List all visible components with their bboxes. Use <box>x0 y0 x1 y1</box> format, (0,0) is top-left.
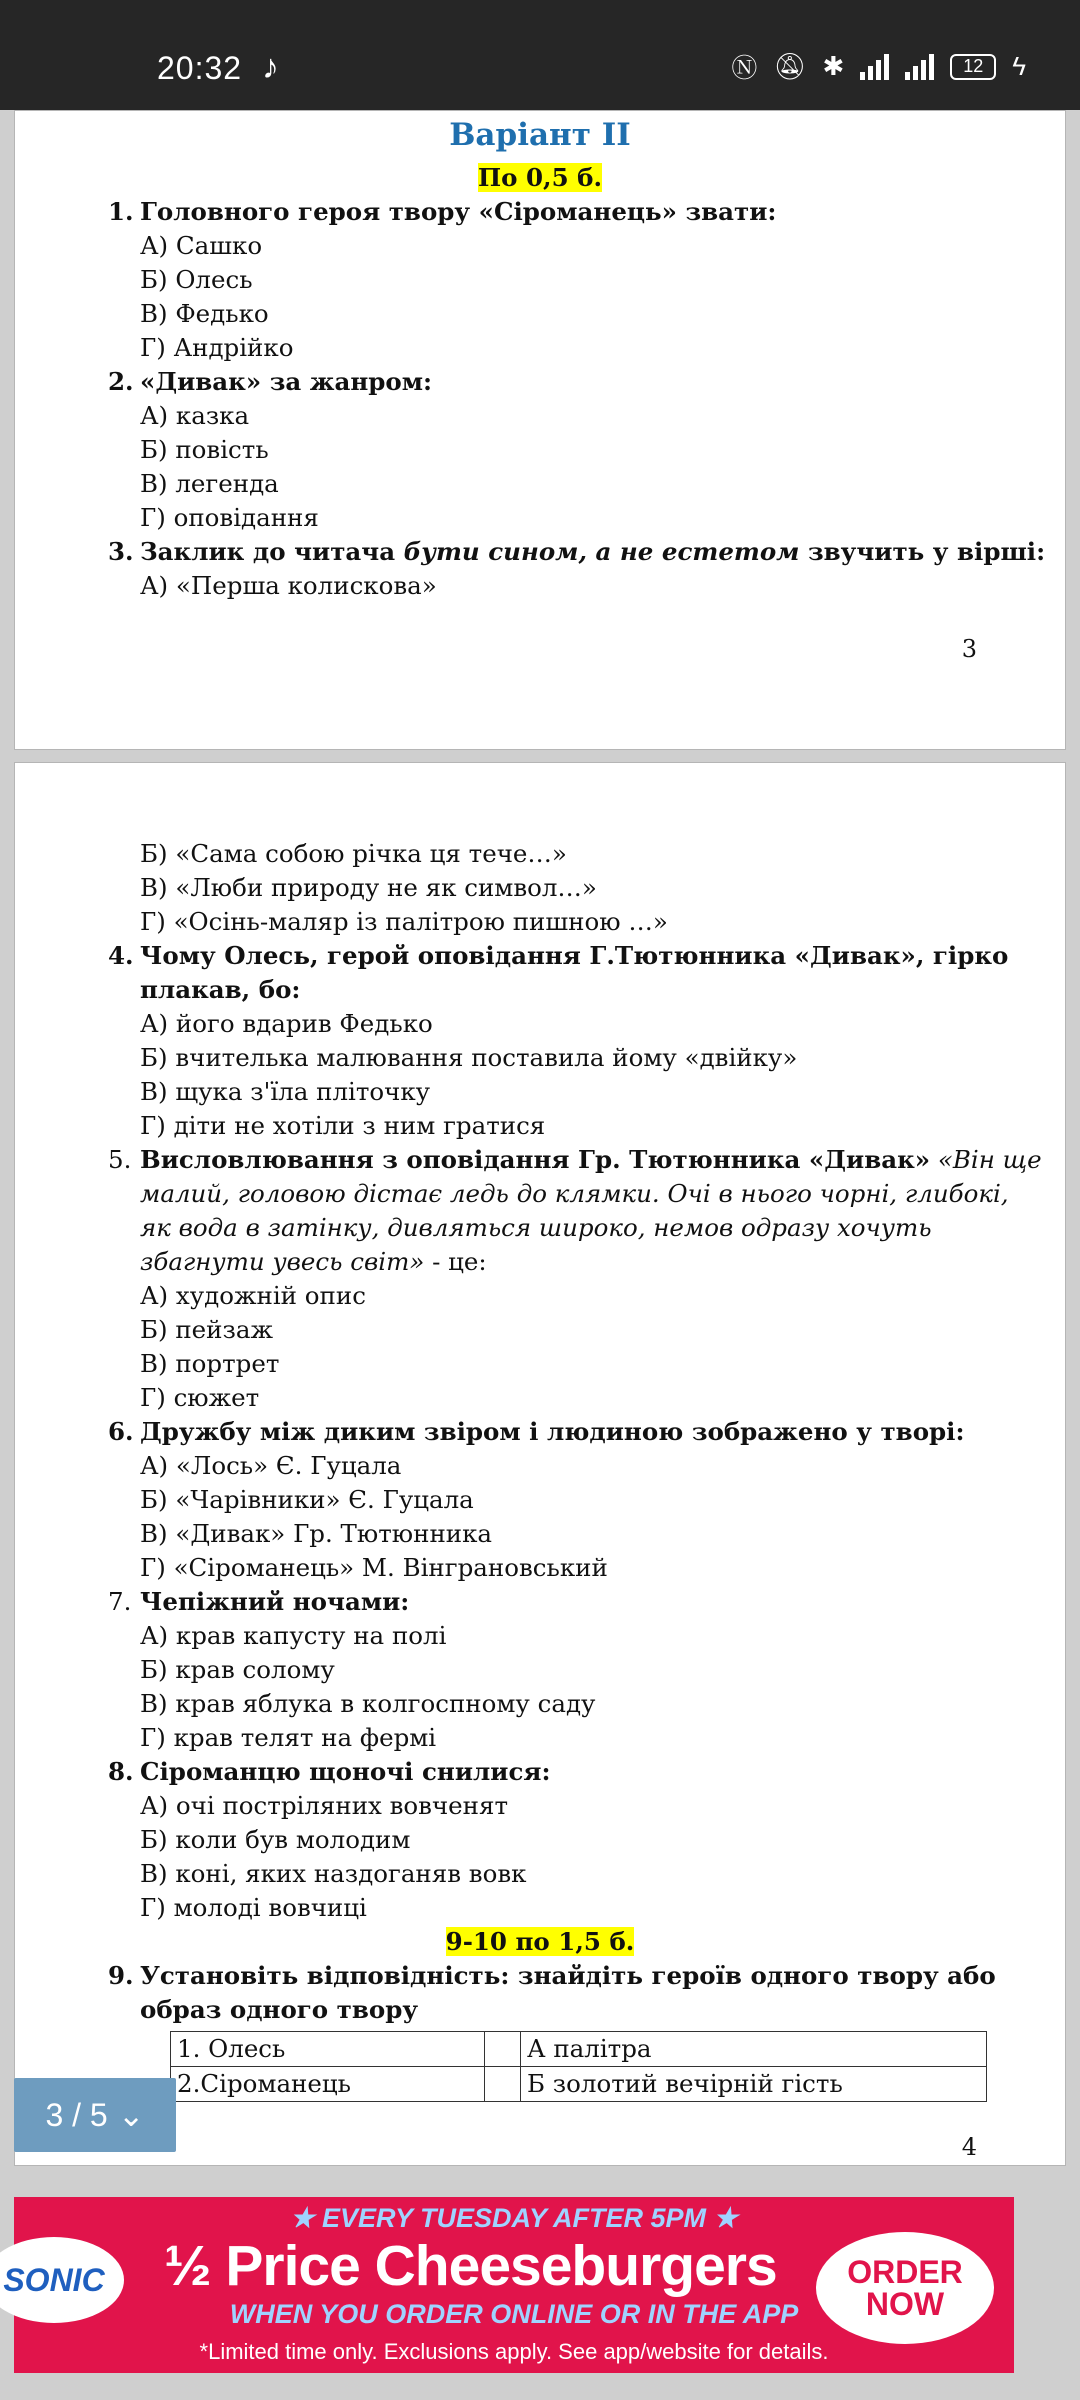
answer: Г) молоді вовчиці <box>140 1893 367 1922</box>
table-row <box>171 2067 987 2102</box>
ad-banner[interactable] <box>3 2197 1014 2373</box>
status-icons <box>731 48 1026 85</box>
answer: Б) Олесь <box>140 265 253 294</box>
clock: 20:32 <box>157 50 243 86</box>
table-cell <box>485 2032 521 2067</box>
answer: Г) діти не хотіли з ним гратися <box>140 1111 546 1140</box>
status-bar <box>0 0 1080 110</box>
variant-title: Варіант II <box>449 117 631 153</box>
music-note-icon: ♪ <box>262 48 279 86</box>
charging-icon: ϟ <box>1012 51 1026 81</box>
sonic-logo: SONIC <box>0 2237 124 2323</box>
question-5-cont: малий, головою дістає ледь до клямки. Очі в нього чорні, глибокі, <box>140 1179 1009 1208</box>
order-now-button[interactable]: ORDER NOW <box>816 2232 994 2344</box>
answer: Б) крав солому <box>140 1655 335 1684</box>
matching-table <box>170 2031 987 2102</box>
document-page-4[interactable]: Б) «Сама собою річка ця тече…» В) «Люби природу не як символ…» Г) «Осінь-маляр із палітрою пишною …» 4. Чому Олесь, герой оповідання Г.Тютюнника «Дивак», гірко плакав, бо: А) його вдарив Федько Б) вчителька малювання поставила йому «двійку» В) щука з'їла пліточку Г) діти не хотіли з ним гратися 5. Висловлювання з оповідання Гр. Тютюнника «Дивак» «Він ще малий, головою дістає ледь до клямки. Очі в нього чорні, глибокі, як вода в затінку, дивляться широко, немов одразу хочуть збагнути увесь світ» - це: А) художній опис Б) пейзаж В) портрет Г) сюжет 6. Дружбу між диким звіром і людиною зображено у творі: А) «Лось» Є. Гуцала Б) «Чарівники» Є. Гуцала В) «Дивак» Гр. Тютюнника Г) «Сіроманець» М. Вінграновський 7. Чепіжний ночами: А) крав капусту на полі Б) крав солому В) крав яблука в колгоспному саду Г) крав телят на фермі 8. Сіроманцю щоночі снилися: А) очі постріляних вовченят Б) коли був молодим В) коні, яких наздоганяв вовк Г) молоді вовчиці 9-10 по 1,5 б. 9. Установіть відповідність: знайдіть героїв одного твору або образ одного твору 1. Олесь А палітра 2.Сіроманець Б золотий вечірній гість 4 <box>14 762 1066 2166</box>
answer: Г) крав телят на фермі <box>140 1723 437 1752</box>
ad-disclaimer: *Limited time only. Exclusions apply. See app/website for details. <box>199 2339 829 2364</box>
answer: А) Сашко <box>140 231 263 260</box>
answer: Г) оповідання <box>140 503 319 532</box>
table-cell: Б золотий вечірній гість <box>521 2067 987 2102</box>
answer: А) його вдарив Федько <box>140 1009 433 1038</box>
question-4-cont: плакав, бо: <box>140 975 301 1004</box>
signal-icon <box>905 54 934 80</box>
answer: Г) сюжет <box>140 1383 260 1412</box>
page-indicator-label: 3 / 5 <box>45 2096 108 2133</box>
answer: А) казка <box>140 401 250 430</box>
question-5-cont: як вода в затінку, дивляться широко, немов одразу хочуть <box>140 1213 932 1242</box>
answer: В) Федько <box>140 299 269 328</box>
page-number: 3 <box>961 635 977 663</box>
ad-offer: ½ Price Cheeseburgers <box>164 2234 777 2298</box>
nfc-icon: Ⓝ <box>731 53 758 83</box>
answer: Б) повість <box>140 435 269 464</box>
answer: Б) вчителька малювання поставила йому «двійку» <box>140 1043 798 1072</box>
question-9-cont: образ одного твору <box>140 1995 419 2024</box>
answer: В) портрет <box>140 1349 280 1378</box>
battery-icon: 12 <box>950 54 996 80</box>
answer: В) «Люби природу не як символ…» <box>140 873 597 902</box>
answer: Г) Андрійко <box>140 333 294 362</box>
signal-4g-icon <box>860 54 889 80</box>
table-cell: 1. Олесь <box>171 2032 485 2067</box>
table-cell: 2.Сіроманець <box>171 2067 485 2102</box>
cropped-heading-remnant <box>445 97 645 103</box>
answer: А) «Лось» Є. Гуцала <box>140 1451 402 1480</box>
answer: Б) пейзаж <box>140 1315 274 1344</box>
document-page-3[interactable]: Варіант II По 0,5 б. 1. Головного героя твору «Сіроманець» звати: А) Сашко Б) Олесь В) Федько Г) Андрійко 2. «Дивак» за жанром: А) казка Б) повість В) легенда Г) оповідання 3. Заклик до читача бути сином, а не естетом звучить у вірші: А) «Перша колискова» 3 <box>14 110 1066 750</box>
answer: А) художній опис <box>140 1281 366 1310</box>
answer: Б) «Сама собою річка ця тече…» <box>140 839 567 868</box>
answer: В) легенда <box>140 469 279 498</box>
answer: Б) коли був молодим <box>140 1825 411 1854</box>
page-indicator-button[interactable] <box>14 2078 176 2152</box>
bluetooth-icon: ✱ <box>822 51 845 81</box>
ad-headline: ★ EVERY TUESDAY AFTER 5PM ★ <box>290 2203 738 2233</box>
answer: А) очі постріляних вовченят <box>140 1791 509 1820</box>
table-cell <box>485 2067 521 2102</box>
answer: Г) «Сіроманець» М. Вінграновський <box>140 1553 608 1582</box>
answer: А) крав капусту на полі <box>140 1621 447 1650</box>
chevron-down-icon: ⌄ <box>117 2097 145 2133</box>
points-label-2: 9-10 по 1,5 б. <box>445 1927 635 1956</box>
answer: В) щука з'їла пліточку <box>140 1077 431 1106</box>
answer: В) «Дивак» Гр. Тютюнника <box>140 1519 493 1548</box>
answer: Г) «Осінь-маляр із палітрою пишною …» <box>140 907 668 936</box>
answer: В) крав яблука в колгоспному саду <box>140 1689 596 1718</box>
answer: В) коні, яких наздоганяв вовк <box>140 1859 527 1888</box>
points-label: По 0,5 б. <box>477 163 603 192</box>
mute-icon: 🔕︎ <box>773 51 807 81</box>
page-number: 4 <box>961 2133 977 2161</box>
answer: А) «Перша колискова» <box>140 571 437 600</box>
ad-subline: WHEN YOU ORDER ONLINE OR IN THE APP <box>229 2299 799 2329</box>
answer: Б) «Чарівники» Є. Гуцала <box>140 1485 474 1514</box>
table-row <box>171 2032 987 2067</box>
table-cell: А палітра <box>521 2032 987 2067</box>
question-5-cont: збагнути увесь світ» - це: <box>140 1247 487 1276</box>
